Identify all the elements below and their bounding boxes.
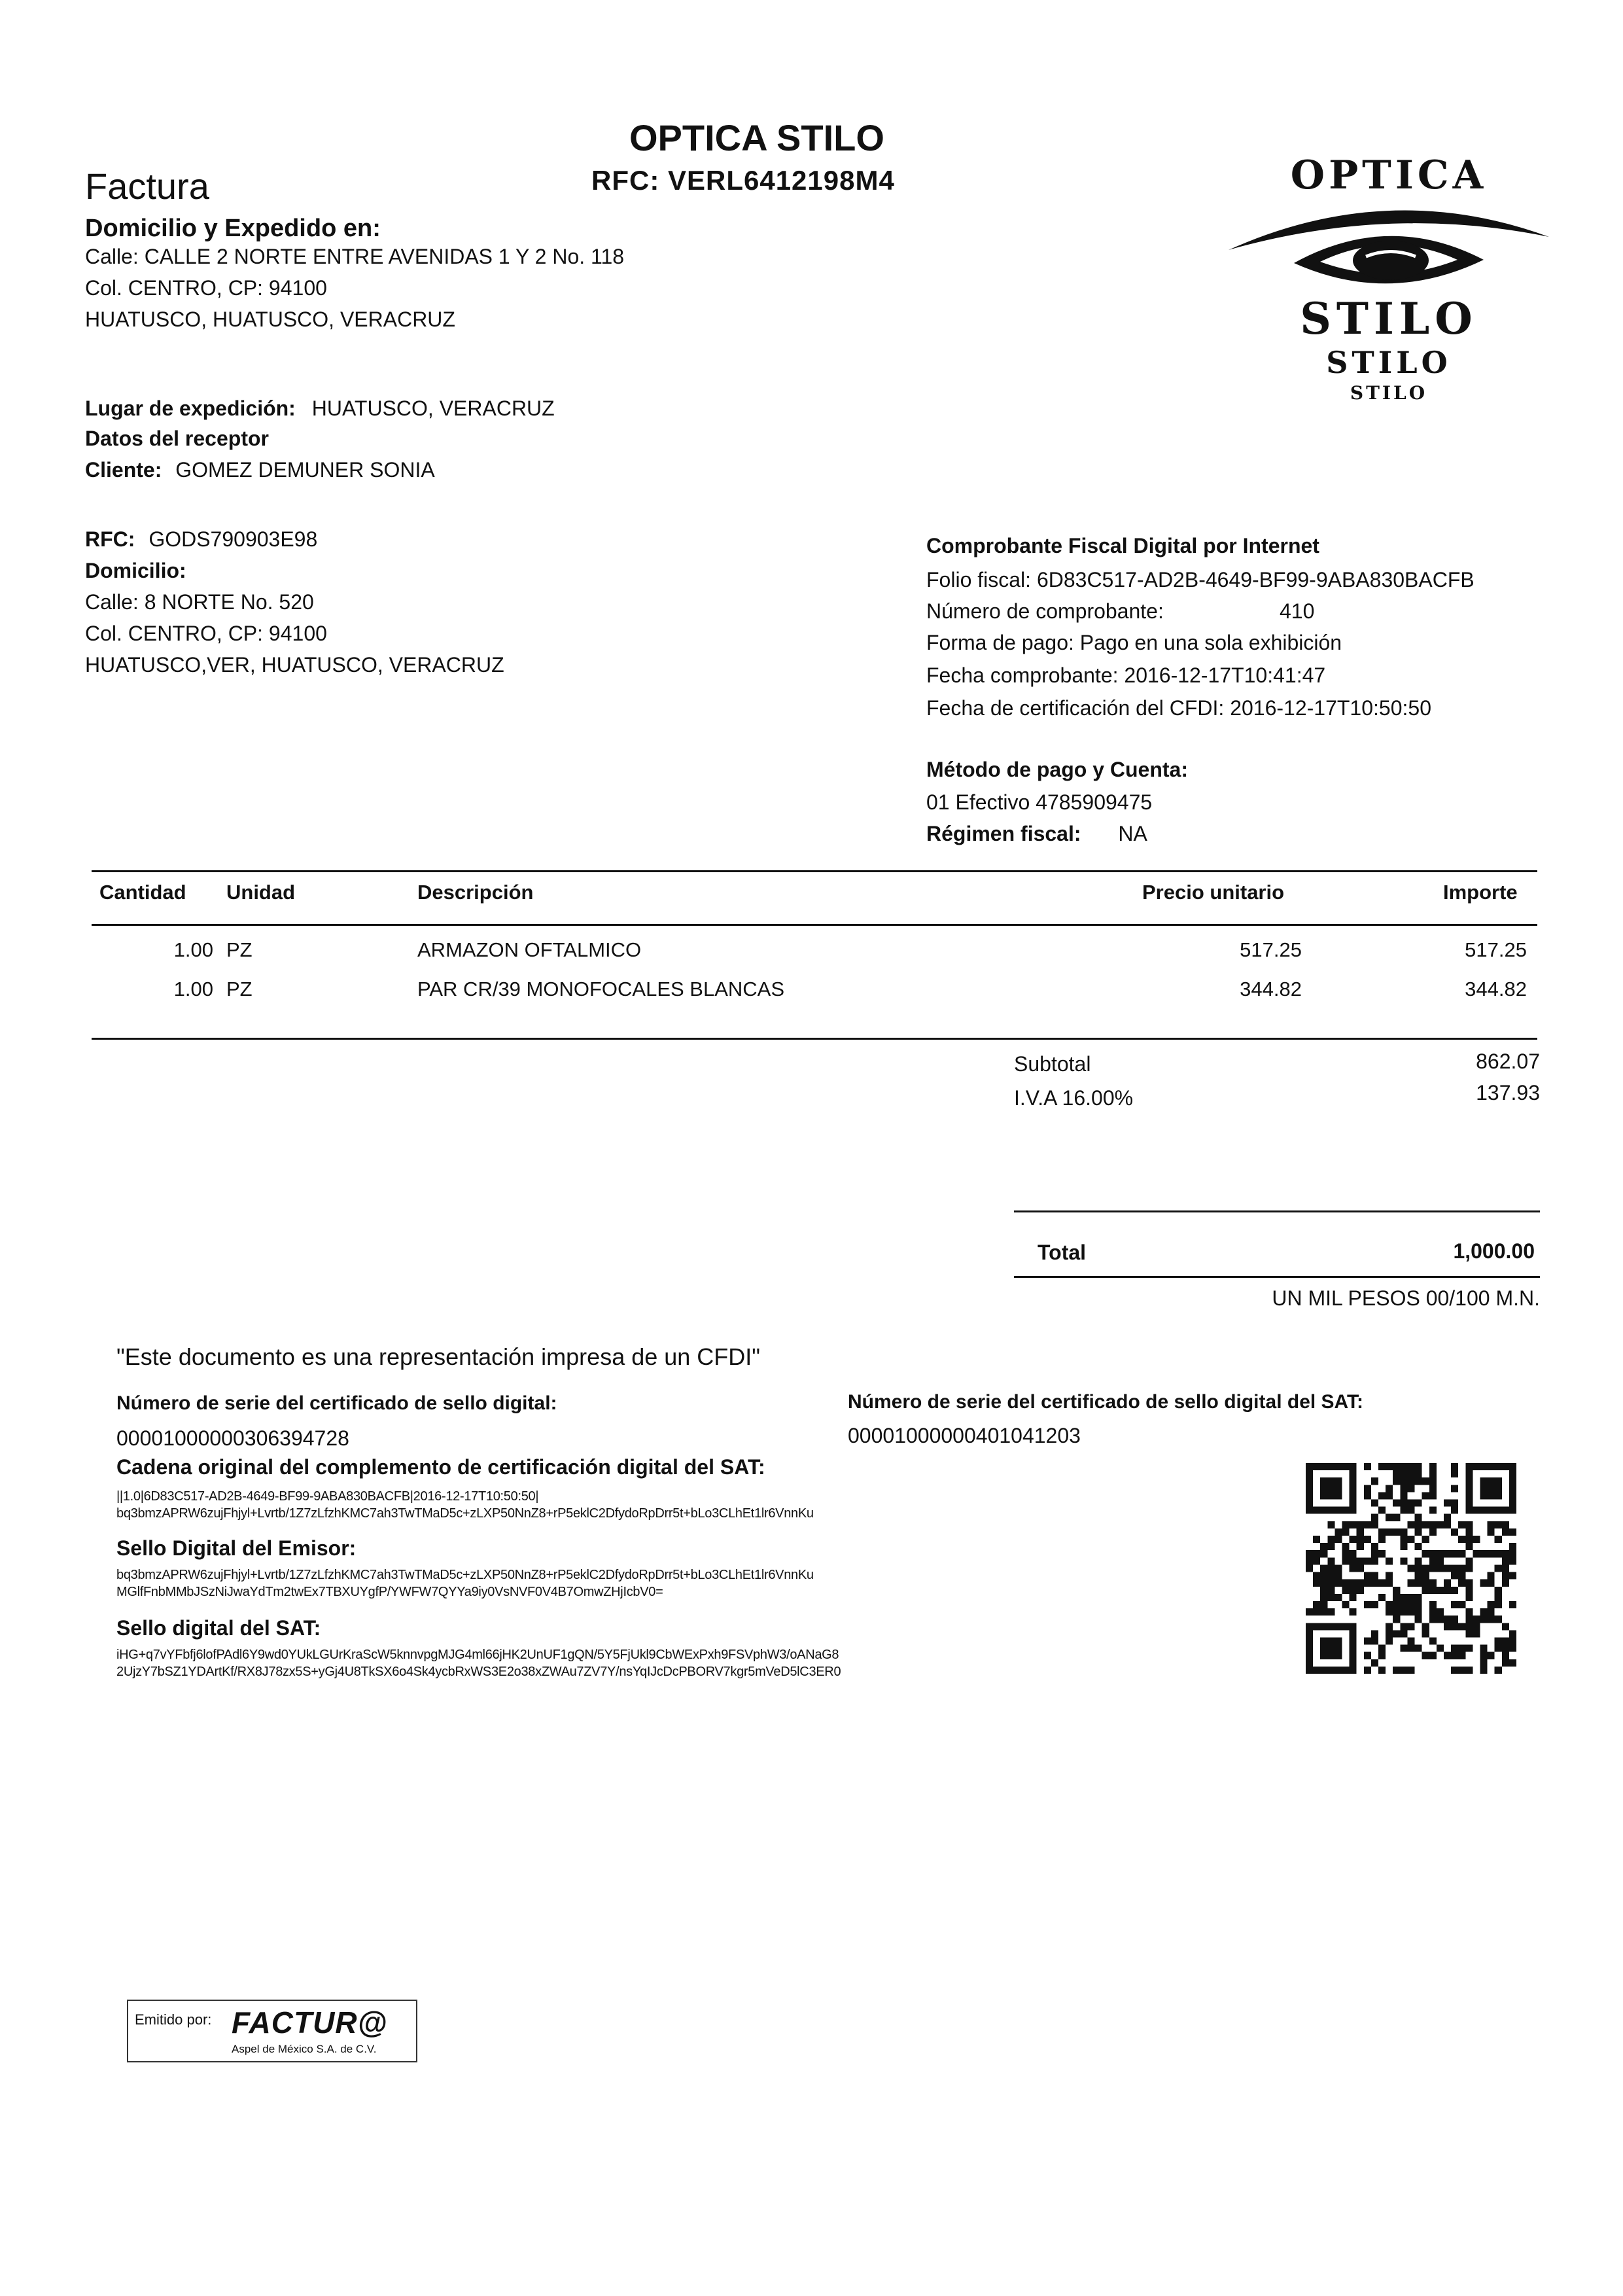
table-bottom-rule (92, 1038, 1537, 1040)
receiver-address-label: Domicilio: (85, 559, 186, 582)
sat-seal-line-2: 2UjzY7bSZ1YDArtKf/RX8J78zx5S+yGj4U8TkSX6o4Sk4ycbRxWS3E2o38xZWAu7ZV7Y/nsYqIJcDcPBORV7kgr5mVeD5lC3ER0 (116, 1665, 841, 1679)
subtotal-label: Subtotal (1014, 1052, 1091, 1076)
row-amount: 517.25 (1465, 938, 1527, 961)
chain-line-1: ||1.0|6D83C517-AD2B-4649-BF99-9ABA830BACFB|2016-12-17T10:50:50| (116, 1489, 539, 1504)
company-rfc: RFC: VERL6412198M4 (591, 165, 895, 196)
receiver-rfc-value: GODS790903E98 (148, 527, 318, 551)
col-header-qty: Cantidad (99, 881, 186, 904)
cfdi-folio: Folio fiscal: 6D83C517-AD2B-4649-BF99-9ABA830BACFB (926, 568, 1475, 592)
place-of-issue (85, 395, 555, 421)
facture-brand: FACTUR@ (232, 2005, 388, 2040)
receiver-colony: Col. CENTRO, CP: 94100 (85, 622, 327, 645)
total-bottom-rule (1014, 1276, 1540, 1278)
receiver-client (85, 457, 435, 483)
cfdi-payment-form: Forma de pago: Pago en una sola exhibición (926, 631, 1342, 654)
sat-seal-label: Sello digital del SAT: (116, 1616, 321, 1640)
issuer-colony: Col. CENTRO, CP: 94100 (85, 276, 327, 300)
emitted-by-box (127, 2000, 417, 2062)
issuer-city: HUATUSCO, HUATUSCO, VERACRUZ (85, 308, 455, 331)
iva-label: I.V.A 16.00% (1014, 1086, 1134, 1110)
cfdi-number-label: Número de comprobante: (926, 599, 1164, 623)
logo-eye-iris (1353, 241, 1429, 280)
tax-regime-value: NA (1118, 822, 1147, 845)
row-amount: 344.82 (1465, 978, 1527, 1000)
total-top-rule (1014, 1210, 1540, 1212)
row-desc: PAR CR/39 MONOFOCALES BLANCAS (417, 978, 785, 1000)
table-header-rule (92, 924, 1537, 926)
issuer-heading: Domicilio y Expedido en: (85, 215, 381, 242)
chain-label: Cadena original del complemento de certificación digital del SAT: (116, 1455, 765, 1479)
total-value: 1,000.00 (1453, 1239, 1535, 1263)
col-header-unit: Unidad (226, 881, 296, 904)
row-qty: 1.00 (173, 978, 213, 1000)
tax-regime-label: Régimen fiscal: (926, 822, 1081, 845)
issuer-seal-line-1: bq3bmzAPRW6zujFhjyl+Lvrtb/1Z7zLfzhKMC7ah3TwTMaD5c+zLXP50NnZ8+rP5eklC2DfydoRpDrr5t+bLo3CLhEt1lr6VnnKu (116, 1568, 814, 1582)
cfdi-cert-date: Fecha de certificación del CFDI: 2016-12-17T10:50:50 (926, 696, 1431, 720)
issuer-seal-line-2: MGlfFnbMMbJSzNiJwaYdTm2twEx7TBXUYgfP/YWFW7QYYa9iy0VsNVF0V4B7OmwZHjIcbV0= (116, 1585, 663, 1599)
row-unit: PZ (226, 938, 253, 961)
receiver-street: Calle: 8 NORTE No. 520 (85, 590, 314, 614)
cert-serial-value: 00001000000306394728 (116, 1426, 349, 1450)
receiver-rfc (85, 526, 317, 552)
receiver-heading: Datos del receptor (85, 427, 269, 450)
logo-text-stilo-2: STILO (1326, 345, 1452, 380)
place-label: Lugar de expedición: (85, 397, 296, 420)
emitted-by-label: Emitido por: (135, 2011, 212, 2028)
company-name: OPTICA STILO (629, 117, 884, 158)
cfdi-heading: Comprobante Fiscal Digital por Internet (926, 534, 1319, 557)
col-header-desc: Descripción (417, 881, 534, 904)
cfdi-date: Fecha comprobante: 2016-12-17T10:41:47 (926, 663, 1326, 687)
optica-stilo-logo (1222, 152, 1556, 407)
qr-code (1306, 1463, 1516, 1674)
place-value: HUATUSCO, VERACRUZ (311, 397, 555, 420)
row-qty: 1.00 (173, 938, 213, 961)
client-label: Cliente: (85, 458, 162, 482)
cfdi-number-value: 410 (1280, 599, 1315, 623)
col-header-amount: Importe (1443, 881, 1518, 904)
tax-regime (926, 821, 1147, 847)
row-price: 517.25 (1240, 938, 1302, 961)
logo-text-stilo-3: STILO (1350, 382, 1428, 404)
amount-in-words: UN MIL PESOS 00/100 M.N. (1272, 1286, 1540, 1310)
chain-line-2: bq3bmzAPRW6zujFhjyl+Lvrtb/1Z7zLfzhKMC7ah3TwTMaD5c+zLXP50NnZ8+rP5eklC2DfydoRpDrr5t+bLo3CLhEt1lr6VnnKu (116, 1506, 814, 1521)
issuer-seal-label: Sello Digital del Emisor: (116, 1536, 357, 1560)
facture-brand-sub: Aspel de México S.A. de C.V. (232, 2043, 377, 2055)
iva-value: 137.93 (1476, 1081, 1540, 1104)
subtotal-value: 862.07 (1476, 1050, 1540, 1073)
total-label: Total (1038, 1241, 1087, 1264)
cert-serial-label: Número de serie del certificado de sello digital: (116, 1392, 557, 1414)
logo-text-optica: OPTICA (1290, 152, 1488, 198)
payment-method-value: 01 Efectivo 4785909475 (926, 790, 1153, 814)
row-price: 344.82 (1240, 978, 1302, 1000)
issuer-street: Calle: CALLE 2 NORTE ENTRE AVENIDAS 1 Y 2 No. 118 (85, 245, 625, 268)
row-desc: ARMAZON OFTALMICO (417, 938, 642, 961)
sat-serial-value: 00001000000401041203 (848, 1424, 1081, 1447)
logo-text-stilo-1: STILO (1300, 293, 1478, 344)
table-top-rule (92, 870, 1537, 872)
cfdi-note: "Este documento es una representación impresa de un CFDI" (116, 1343, 761, 1370)
payment-method-heading: Método de pago y Cuenta: (926, 758, 1188, 781)
row-unit: PZ (226, 978, 253, 1000)
receiver-rfc-label: RFC: (85, 527, 135, 551)
col-header-price: Precio unitario (1142, 881, 1285, 904)
sat-seal-line-1: iHG+q7vYFbfj6lofPAdl6Y9wd0YUkLGUrKraScW5knnvpgMJG4ml66jHK2UnUF1gQN/5Y5FjUkl9CbWExPxh9FSVphW3/oANaG8 (116, 1648, 839, 1662)
sat-serial-label: Número de serie del certificado de sello digital del SAT: (848, 1391, 1363, 1413)
receiver-city: HUATUSCO,VER, HUATUSCO, VERACRUZ (85, 653, 504, 677)
client-value: GOMEZ DEMUNER SONIA (175, 458, 435, 482)
document-type: Factura (85, 166, 209, 207)
